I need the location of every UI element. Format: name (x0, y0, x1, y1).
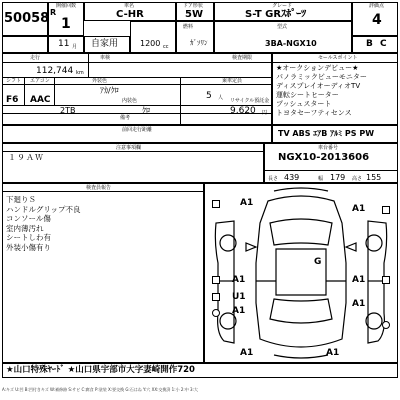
damage-marker (382, 206, 390, 214)
selling-points-list (276, 64, 396, 118)
recycle-value: 9,620 (230, 106, 256, 116)
width-value: 179 (330, 173, 346, 182)
inspection-item: 外装小傷有り (6, 242, 51, 252)
damage-code: A1 (232, 306, 246, 316)
inspection-c: C (380, 39, 387, 49)
dealer-text: ★山口特殊ﾔｰﾄﾞ ★山口県宇部市大字妻崎開作720 (6, 365, 195, 375)
damage-code: A1 (352, 204, 366, 214)
damage-code: A1 (240, 198, 254, 208)
selling-point-item: プッシュスタート (276, 100, 332, 108)
specs-col-line-4 (180, 77, 181, 125)
selling-point-item: トヨタセーフティセンス (276, 109, 352, 117)
note-label: 備考 (120, 115, 131, 121)
selling-point-item: ディスプレイオーディオTV (276, 82, 361, 90)
year-value: 11 (58, 39, 70, 49)
specs-col-line-2 (24, 77, 25, 105)
damage-marker (212, 276, 220, 284)
model-label: 型式 (277, 24, 288, 30)
specs-col-line-3 (54, 77, 55, 105)
damage-code: A1 (240, 348, 254, 358)
legend-text: A:キズ U:凹 B:凹付きキズ W:補修跡 S:サビ C:腐食 P:塗装 X:要交換 G:石はね Y:穴 XX:交換済 1:小 2:中 3:大 (2, 387, 198, 392)
inspection-b: B (366, 39, 373, 49)
door-value: 5W (185, 9, 203, 20)
equipment-value: TV ABS ｴｱB ｱﾙﾐ PS PW (278, 129, 375, 138)
damage-code: G (314, 257, 322, 267)
inspection-grade-cell (352, 36, 398, 53)
meeting-label: 開催回数 (56, 3, 77, 9)
maker-value: C-HR (116, 9, 144, 20)
grade-label: グレード (272, 3, 293, 9)
height-label: 高さ (352, 176, 363, 182)
selling-points-heading: セールスポイント (318, 55, 358, 61)
drive-value: 2TB (60, 106, 76, 115)
score-value: 4 (372, 12, 382, 28)
capacity-label: 乗車定員 (222, 78, 243, 84)
shift-label: シフト (6, 78, 22, 84)
fuel-cell (176, 21, 214, 53)
recycle-unit: 円 (262, 110, 268, 116)
damage-marker (212, 293, 220, 301)
cc-value: 1200 (140, 39, 161, 48)
selling-point-item: パノラミックビューモニター (276, 73, 367, 81)
inspection-item: シートしわ有 (6, 233, 51, 242)
inspection-item: コンソール傷 (6, 214, 51, 223)
damage-code: A1 (352, 275, 366, 285)
period-label: 検査期限 (232, 55, 253, 61)
damage-marker (382, 276, 390, 284)
mileage-value: 112,744 (36, 66, 74, 76)
ac-value: AAC (30, 95, 51, 105)
prev-label: 前回走行距離 (122, 127, 153, 133)
damage-code: U1 (232, 292, 246, 302)
inspection-list (6, 195, 156, 252)
notice-head-line (2, 151, 264, 152)
cc-unit: cc (163, 44, 169, 50)
inspection-item: ハンドルグリップ不良 (6, 204, 81, 214)
r-mark: R (50, 8, 57, 17)
fuel-label: 燃料 (183, 24, 194, 30)
specs-col-line-1 (88, 53, 89, 77)
specs-row-line-1 (2, 62, 272, 63)
fuel-value: ｶﾞｿﾘﾝ (190, 39, 208, 47)
month-label: 月 (72, 44, 78, 50)
inspection-item: 室内薄汚れ (6, 223, 44, 233)
selling-point-item: 運転シートヒーター (276, 91, 339, 99)
inspection-heading: 検査員報告 (86, 185, 112, 191)
damage-marker (382, 321, 390, 329)
header-left-blank (2, 36, 48, 53)
mileage-label: 走行 (30, 55, 41, 61)
capacity-value: 5 (206, 91, 212, 101)
color-label: 外装色 (92, 78, 108, 84)
shaken-label: 車検 (100, 55, 111, 61)
damage-marker (212, 309, 220, 317)
color-value: ｱｶ/ｸﾛ (100, 86, 119, 95)
specs-row-line-3 (2, 84, 272, 85)
model-value: 3BA-NGX10 (265, 39, 317, 48)
damage-code: A1 (326, 348, 340, 358)
int-color-value: ｸﾛ (142, 106, 150, 115)
inspection-head-line (2, 191, 204, 192)
score-label: 評価点 (369, 3, 385, 9)
height-value: 155 (366, 173, 382, 182)
chassis-dim-line (264, 170, 398, 171)
cc-cell (130, 21, 176, 53)
maker-label: 車名 (124, 3, 135, 9)
selling-points-head-line (272, 62, 398, 63)
selling-point-item: ★オークションデビュー★ (276, 64, 359, 72)
damage-marker (212, 200, 220, 208)
chassis-value: NGX10-2013606 (278, 152, 370, 163)
door-label: ドア形状 (183, 3, 203, 9)
lot-number: 50058 (4, 11, 50, 26)
ac-label: エアコン (30, 78, 50, 84)
notice-text: １９ＡＷ (8, 153, 44, 162)
grade-value: S-T GRｽﾎﾟｰﾂ (245, 9, 307, 20)
width-label: 幅 (318, 176, 324, 182)
recycle-label: リサイクル預託金 (230, 98, 270, 104)
inspection-item: 下廻りＳ (6, 195, 36, 204)
capacity-unit: 人 (218, 95, 224, 101)
shift-value: F6 (6, 95, 19, 105)
length-value: 439 (284, 173, 300, 182)
car-diagram (204, 183, 398, 363)
usage-value: 自家用 (91, 39, 119, 49)
notice-heading: 注意事項欄 (116, 145, 142, 151)
int-color-label: 内装色 (122, 98, 138, 104)
length-label: 長さ (268, 176, 279, 182)
mileage-unit: km (76, 70, 84, 76)
damage-code: A1 (232, 275, 246, 285)
meeting-count: 1 (61, 16, 71, 32)
damage-code: A1 (352, 299, 366, 309)
chassis-label: 車台番号 (318, 145, 339, 151)
